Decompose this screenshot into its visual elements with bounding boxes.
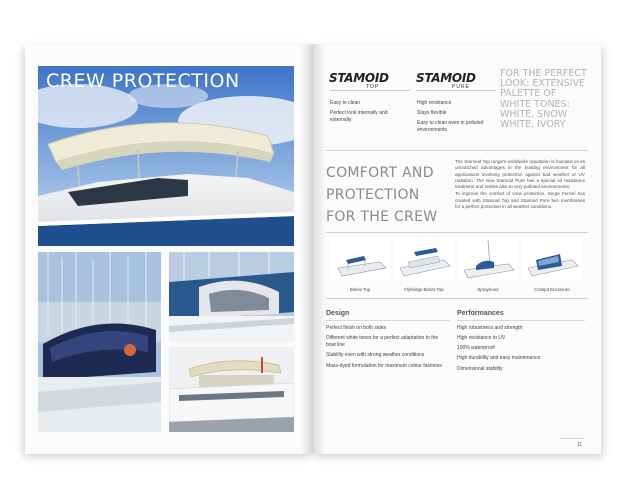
page-number: 11 bbox=[577, 442, 583, 448]
design-item: Mass-dyed formulation for maximum colour fastness bbox=[326, 363, 442, 369]
intro-paragraph-1: The Stamoid Top range's worldwide reputation is founded on its unmatched advantages in the boating environment for all applications involving protection against bad weather or UV radiation. The new Stamoid Pure has a special oil resistance treatment and resists also to very polluted environments. bbox=[455, 159, 585, 190]
thumbnail-caption: Bimini Top bbox=[349, 287, 371, 292]
flybridge-photo bbox=[169, 347, 294, 432]
bimini-top-thumbnail bbox=[330, 238, 390, 280]
book-spine bbox=[300, 44, 326, 454]
thumbs-divider-bottom bbox=[326, 298, 588, 299]
pure-feature-item: Stays flexible bbox=[417, 110, 447, 116]
top-feature-item: Easy to clean bbox=[330, 100, 361, 106]
page-number-rule bbox=[560, 438, 584, 439]
thumbnail-caption: Flybridge Bimini Top bbox=[404, 287, 444, 292]
intro-paragraph-2: To improve the comfort of crew protection, Serge Ferrari has created with Stamoid Top and Stamoid Pure two membranes for a perfect protection in all weather conditions. bbox=[455, 191, 585, 210]
stamoid-pure-logo-sub: PURE bbox=[452, 84, 470, 90]
section-divider bbox=[326, 150, 588, 151]
stamoid-pure-logo: STAMOID bbox=[416, 71, 476, 85]
performances-item: High durability and easy maintenance bbox=[457, 355, 541, 361]
logo-divider-right bbox=[416, 90, 496, 91]
design-heading: Design bbox=[326, 310, 350, 317]
sprayhood-photo bbox=[169, 252, 294, 342]
main-yacht-photo bbox=[38, 66, 294, 246]
pure-feature-item: High resistance bbox=[417, 100, 452, 106]
design-item: Stability even with strong weather conditions bbox=[326, 352, 425, 358]
performances-item: High resistance to UV bbox=[457, 335, 506, 341]
performances-heading: Performances bbox=[457, 310, 504, 317]
thumbnail-caption: Cockpit Enclosure bbox=[534, 287, 570, 292]
performances-item: 100% waterproof bbox=[457, 345, 495, 351]
top-feature-item: Perfect look internally and externally bbox=[330, 110, 388, 123]
performances-item: High robustness and strength bbox=[457, 325, 523, 331]
intro-paragraph bbox=[455, 159, 585, 211]
stamoid-top-logo: STAMOID bbox=[329, 71, 389, 85]
pure-feature-item: Easy to clean even in polluted environments bbox=[417, 120, 484, 133]
marina-cover-photo bbox=[38, 252, 161, 432]
crew-protection-title: CREW PROTECTION bbox=[46, 70, 240, 92]
flybridge-bimini-thumbnail bbox=[394, 238, 454, 280]
performances-heading-underline bbox=[457, 320, 585, 321]
design-item: Perfect finish on both sides bbox=[326, 325, 387, 331]
stamoid-top-logo-sub: TOP bbox=[366, 84, 380, 90]
performances-item: Dimensional stability bbox=[457, 366, 503, 372]
cockpit-enclosure-thumbnail bbox=[522, 238, 582, 280]
tones-heading: FOR THE PERFECT LOOK: EXTENSIVE PALETTE OF WHITE TONES: WHITE, SNOW WHITE, IVORY bbox=[500, 68, 587, 131]
design-item: Different white tones for a perfect adaptation to the boat line bbox=[326, 335, 439, 348]
logo-divider-left bbox=[330, 90, 410, 91]
thumbs-divider-top bbox=[326, 232, 588, 233]
sprayhood-thumbnail bbox=[458, 238, 518, 280]
comfort-heading: COMFORT AND PROTECTION FOR THE CREW bbox=[326, 165, 438, 225]
design-heading-underline bbox=[326, 320, 450, 321]
thumbnail-caption: Sprayhood bbox=[477, 287, 499, 292]
